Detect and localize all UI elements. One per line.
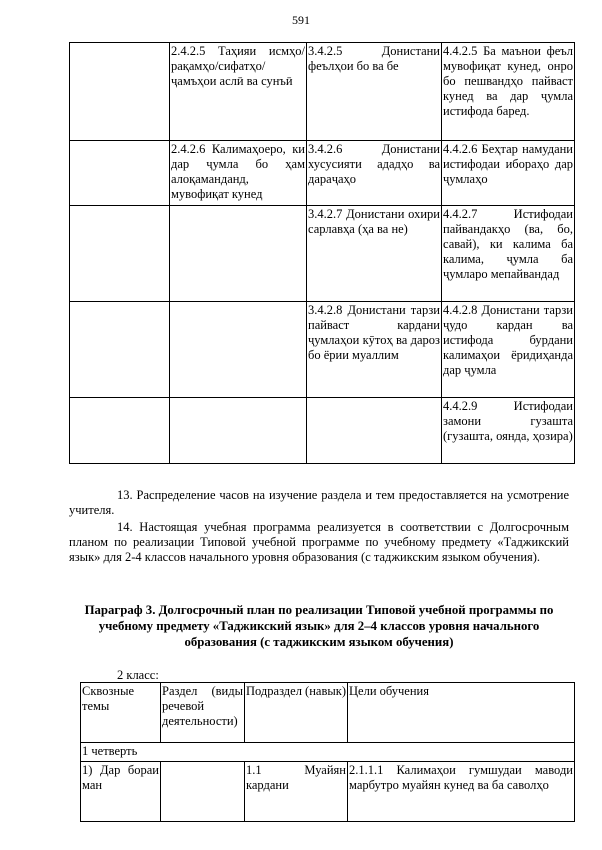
table-cell: 3.4.2.5 Донистани феълҳои бо ва бе [307,43,442,141]
table-row [70,206,575,302]
table-cell: 4.4.2.9 Истифодаи замони гузашта (гузашта, оянда, ҳозира) [442,398,575,464]
table-cell [70,43,170,141]
table-cell: 1) Дар бораи ман [81,762,161,822]
column-header: Подраздел (навык) [245,683,348,743]
quarter-row [81,743,575,762]
table-cell [170,398,307,464]
table-cell: 4.4.2.8 Донистани тарзи ҷудо кардан ва истифода бурдани калимаҳои ёридиҳанда дар ҷумла [442,302,575,398]
table-cell: 2.4.2.6 Калимаҳоеро, ки дар ҷумла бо ҳам алоқаманданд, мувофиқат кунед [170,141,307,206]
table-cell: 4.4.2.6 Беҳтар намудани истифодаи ибораҳо дар ҷумлаҳо [442,141,575,206]
table-row [70,302,575,398]
table-cell: 3.4.2.7 Донистани охири сарлавҳа (ҳа ва не) [307,206,442,302]
table-cell: 3.4.2.6 Донистани хусусияти ададҳо ва дараҷаҳо [307,141,442,206]
table-cell [70,141,170,206]
table-cell: 4.4.2.7 Истифодаи пайвандакҳо (ва, бо, савай), ки калима ба калима, ҷумла ба ҷумларо мепайвандад [442,206,575,302]
table-cell: 3.4.2.8 Донистани тарзи пайваст кардани ҷумлаҳои кӯтоҳ ва дароз бо ёрии муаллим [307,302,442,398]
table-row [81,762,575,822]
paragraph-13: 13. Распределение часов на изучение раздела и тем предоставляется на усмотрение учителя. [69,488,569,517]
quarter-label: 1 четверть [81,743,575,762]
column-header: Сквозные темы [81,683,161,743]
table-cell: 1.1 Муайян кардани [245,762,348,822]
table-row [70,398,575,464]
table-cell [70,206,170,302]
table-cell [161,762,245,822]
column-header: Цели обучения [348,683,575,743]
table-cell: 2.1.1.1 Калимаҳои гумшудаи маводи марбутро муайян кунед ва ба саволҳо [348,762,575,822]
table-cell [307,398,442,464]
table-cell: 4.4.2.5 Ба маънои феъл мувофиқат кунед, онро бо пешвандҳо пайваст кунед ва дар ҷумла истифода баред. [442,43,575,141]
table-cell [70,302,170,398]
table-cell [170,206,307,302]
page-number: 591 [292,13,310,27]
grade-label: 2 класс: [117,668,159,682]
column-header: Раздел (виды речевой деятельности) [161,683,245,743]
paragraph-14: 14. Настоящая учебная программа реализуется в соответствии с Долгосрочным планом по реализации Типовой учебной программе по учебному предмету «Таджикский язык» для 2-4 классов начального уровня образования (с таджикским языком обучения). [69,520,569,564]
long-term-plan-table [80,682,575,822]
section-heading: Параграф 3. Долгосрочный план по реализации Типовой учебной программы по учебному предмету «Таджикский язык» для 2–4 классов уровня начального образования (с таджикским языком обучения) [84,603,554,649]
table-header-row [81,683,575,743]
table-cell [70,398,170,464]
table-cell [170,302,307,398]
objectives-table-continued [69,42,575,464]
table-row [70,43,575,141]
table-row [70,141,575,206]
table-cell: 2.4.2.5 Таҳияи исмҳо/рақамҳо/сифатҳо/ҷамъҳои аслӣ ва сунъӣ [170,43,307,141]
